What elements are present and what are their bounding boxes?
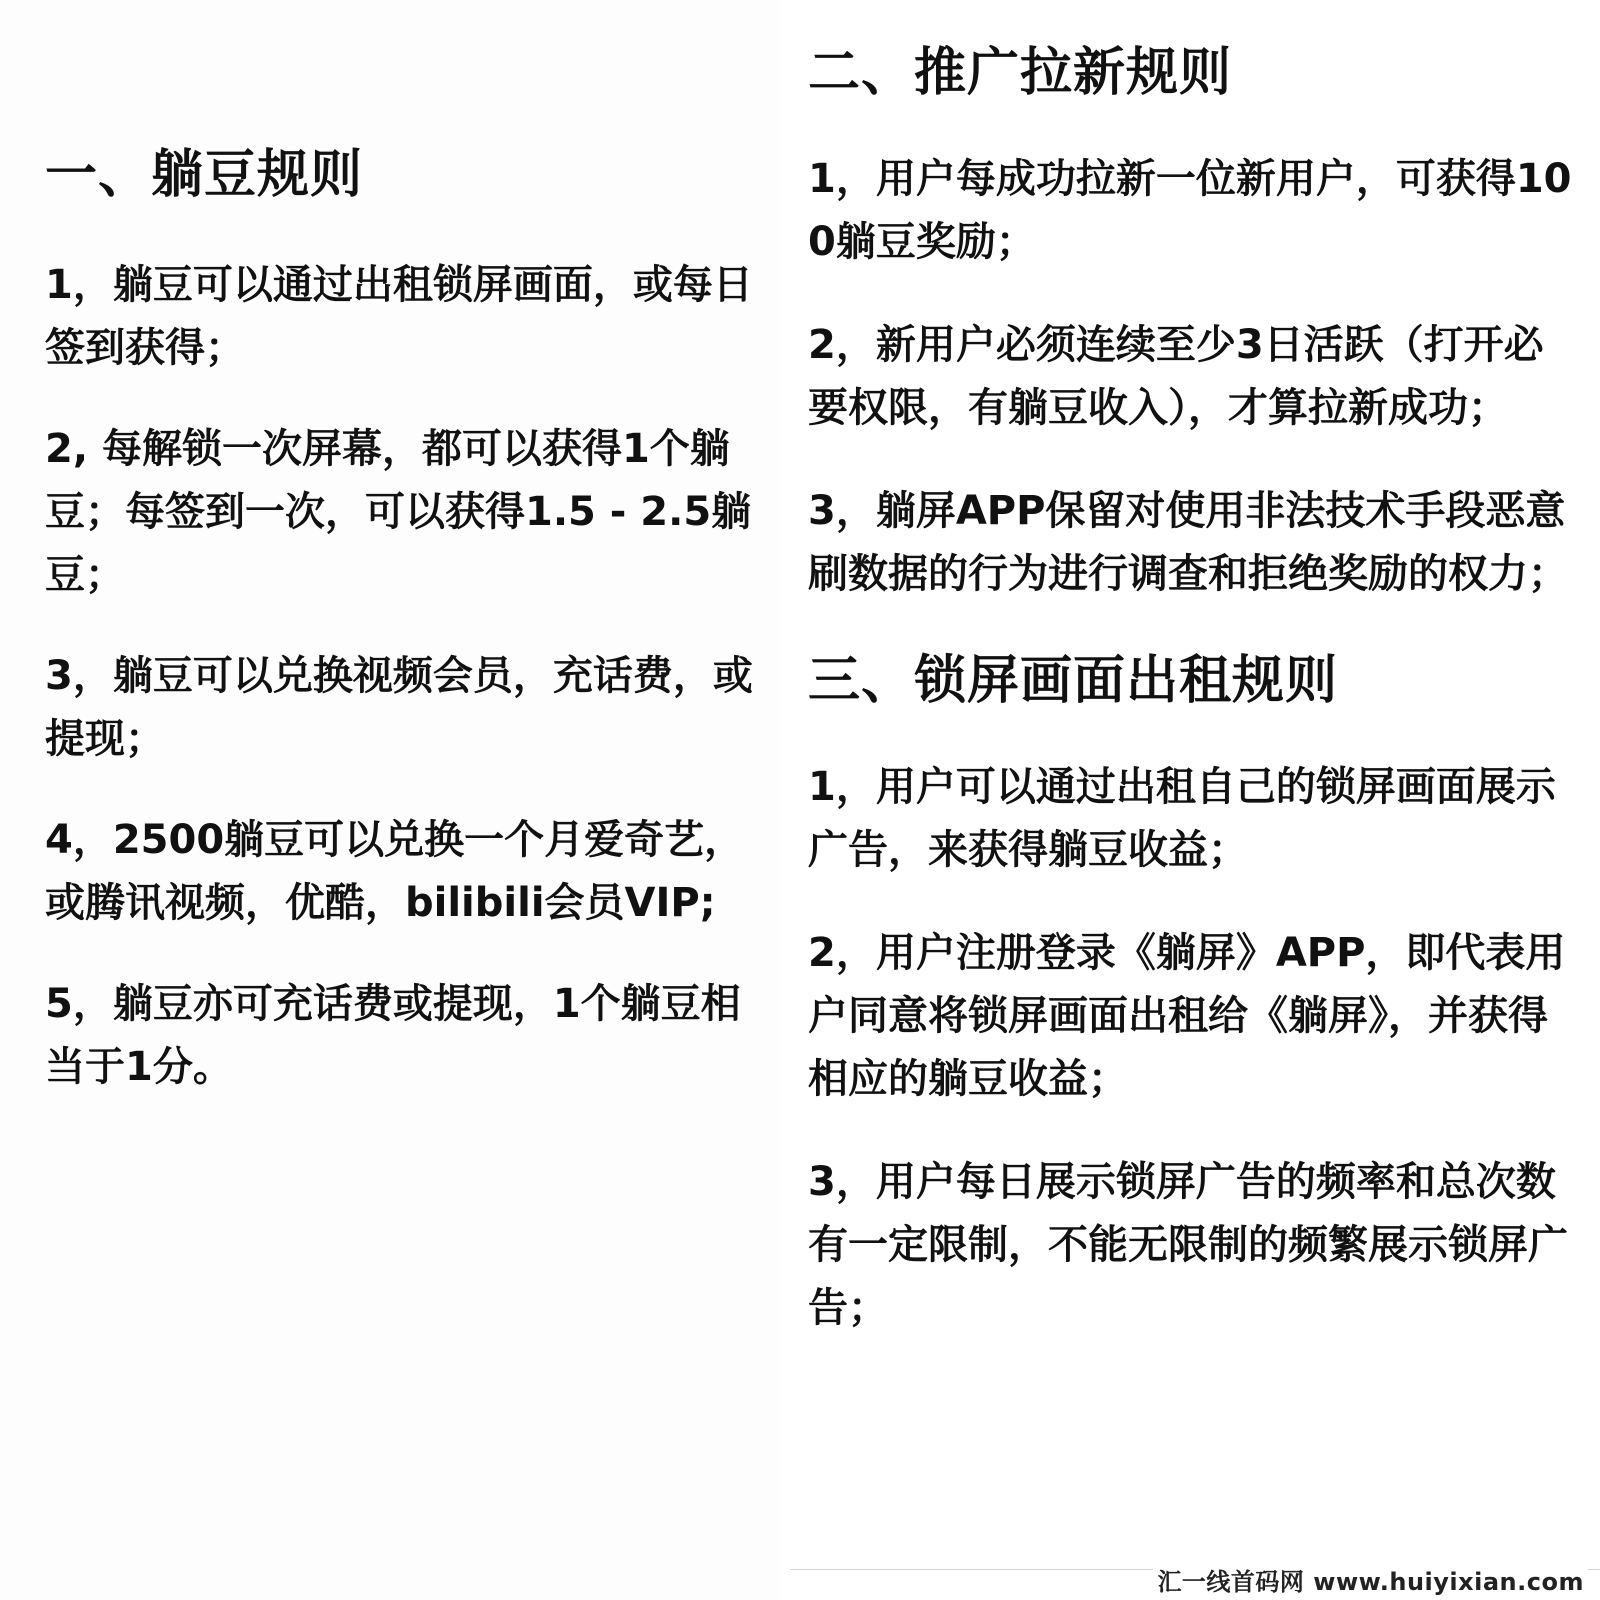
rule-item: 3，躺屏APP保留对使用非法技术手段恶意刷数据的行为进行调查和拒绝奖励的权力； bbox=[808, 488, 1568, 597]
section-referral-rules bbox=[808, 38, 1578, 606]
section-title: 二、推广拉新规则 bbox=[808, 43, 1233, 103]
rule-item: 2，用户注册登录《躺屏》APP，即代表用户同意将锁屏画面出租给《躺屏》，并获得相应的躺豆收益； bbox=[808, 930, 1566, 1102]
rule-item: 2, 每解锁一次屏幕，都可以获得1个躺豆；每签到一次，可以获得1.5 - 2.5躺豆； bbox=[45, 426, 752, 598]
section-title: 一、躺豆规则 bbox=[45, 145, 364, 205]
rule-item: 3，用户每日展示锁屏广告的频率和总次数有一定限制，不能无限制的频繁展示锁屏广告； bbox=[808, 1159, 1568, 1331]
rule-list bbox=[808, 756, 1578, 1340]
rule-item: 5，躺豆亦可充话费或提现，1个躺豆相当于1分。 bbox=[45, 981, 741, 1090]
rule-item: 1，用户每成功拉新一位新用户，可获得100躺豆奖励； bbox=[808, 156, 1572, 265]
right-column bbox=[808, 38, 1578, 1380]
rule-item: 4，2500躺豆可以兑换一个月爱奇艺，或腾讯视频，优酷，bilibili会员VIP; bbox=[45, 817, 745, 926]
section-title: 三、锁屏画面出租规则 bbox=[808, 651, 1339, 711]
rule-list bbox=[45, 254, 765, 1099]
watermark-text: 汇一线首码网 www.huiyixian.com bbox=[1153, 1566, 1588, 1598]
rule-item: 1，用户可以通过出租自己的锁屏画面展示广告，来获得躺豆收益； bbox=[808, 764, 1556, 873]
rule-item: 2，新用户必须连续至少3日活跃（打开必要权限，有躺豆收入），才算拉新成功； bbox=[808, 322, 1544, 431]
section-lockscreen-rental-rules bbox=[808, 646, 1578, 1340]
section-tangdou-rules bbox=[45, 140, 765, 1099]
rule-item: 1，躺豆可以通过出租锁屏画面，或每日签到获得； bbox=[45, 262, 753, 371]
left-column bbox=[45, 140, 765, 1137]
rule-item: 3，躺豆可以兑换视频会员，充话费，或提现； bbox=[45, 653, 753, 762]
rule-list bbox=[808, 148, 1578, 606]
